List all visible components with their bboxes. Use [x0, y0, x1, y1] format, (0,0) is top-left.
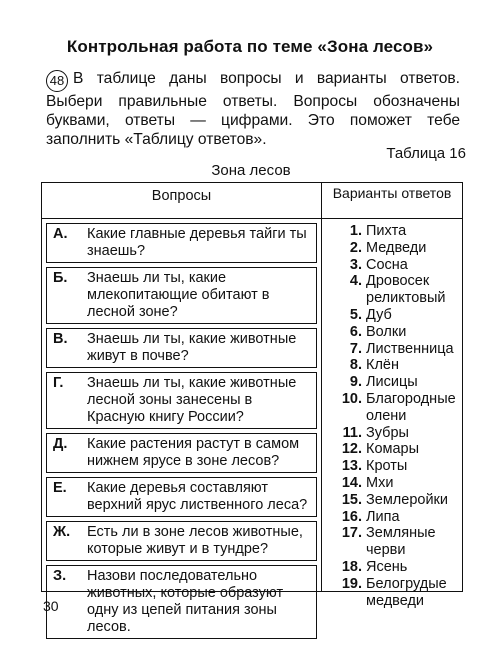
answer-text: Сосна — [366, 256, 408, 273]
answer-text: Лисицы — [366, 374, 418, 391]
question-cell — [46, 477, 317, 517]
question-text: Какие деревья составляют верхний ярус лиственного леса? — [87, 480, 308, 513]
answer-item — [332, 341, 460, 358]
question-text: Знаешь ли ты, какие животные лесной зоны занесены в Красную книгу России? — [87, 375, 297, 425]
question-cell — [46, 372, 317, 429]
answer-item — [332, 257, 460, 274]
answer-text: Ясень — [366, 558, 408, 575]
question-cell — [46, 328, 317, 368]
question-letter: А. — [53, 226, 68, 242]
answer-number: 18. — [341, 558, 362, 575]
task-instructions — [46, 69, 460, 149]
questions-column-header: Вопросы — [42, 183, 321, 219]
answers-column-header: Варианты ответов — [322, 183, 462, 219]
answer-number: 15. — [341, 491, 362, 508]
answer-number: 12. — [341, 441, 362, 458]
answer-text: Дровосек реликтовый — [366, 273, 446, 307]
answer-number: 4. — [349, 273, 362, 290]
question-cell — [46, 267, 317, 324]
question-letter: Д. — [53, 436, 68, 452]
question-letter: Е. — [53, 480, 67, 496]
answer-number: 8. — [349, 357, 362, 374]
answer-number: 11. — [342, 424, 362, 441]
table-number-label: Таблица 16 — [386, 145, 466, 162]
question-cell — [46, 433, 317, 473]
question-text: Есть ли в зоне лесов животные, которые живут и в тундре? — [87, 524, 303, 557]
answer-text: Благородные олени — [366, 390, 456, 424]
question-cell — [46, 565, 317, 639]
answers-list — [332, 223, 460, 609]
answer-text: Лиственница — [366, 340, 454, 357]
answer-item — [332, 441, 460, 458]
table-caption: Зона лесов — [211, 162, 291, 179]
question-cell — [46, 521, 317, 561]
answer-number: 2. — [349, 239, 362, 256]
question-letter: В. — [53, 331, 68, 347]
answer-item — [332, 576, 460, 610]
answer-item — [332, 475, 460, 492]
answer-item — [332, 391, 460, 425]
column-divider — [321, 183, 322, 591]
answer-number: 3. — [349, 256, 362, 273]
question-text: Знаешь ли ты, какие млекопитающие обитают в лесной зоне? — [87, 270, 270, 320]
answer-text: Зубры — [366, 424, 409, 441]
answer-text: Землеройки — [366, 491, 448, 508]
answer-number: 5. — [349, 306, 362, 323]
answer-item — [332, 525, 460, 559]
answer-item — [332, 458, 460, 475]
answer-number: 9. — [349, 374, 362, 391]
task-text: В таблице даны вопросы и варианты ответов. Выбери правильные ответы. Вопросы обозначены буквами, ответы — цифрами. Это поможет тебе заполнить «Таблицу ответов». — [46, 70, 460, 148]
answer-item — [332, 357, 460, 374]
answer-number: 19. — [341, 575, 362, 592]
question-text: Назови последовательно животных, которые образуют одну из цепей питания зоны лесов. — [87, 568, 284, 635]
answer-text: Земляные черви — [366, 525, 436, 559]
answer-number: 7. — [349, 340, 362, 357]
answer-text: Мхи — [366, 474, 394, 491]
answer-text: Пихта — [366, 223, 407, 239]
answer-text: Волки — [366, 323, 407, 340]
answer-item — [332, 374, 460, 391]
page-number: 30 — [43, 598, 59, 614]
question-letter: Б. — [53, 270, 68, 286]
answer-number: 1. — [349, 223, 362, 239]
answer-item — [332, 492, 460, 509]
answer-item — [332, 223, 460, 240]
question-cell — [46, 223, 317, 263]
answer-text: Комары — [366, 441, 420, 458]
answer-number: 6. — [349, 323, 362, 340]
question-letter: Ж. — [53, 524, 71, 540]
answer-item — [332, 307, 460, 324]
answer-text: Белогрудые медведи — [366, 575, 447, 609]
answer-text: Медведи — [366, 239, 427, 256]
answer-text: Клён — [366, 357, 399, 374]
task-number-badge: 48 — [46, 70, 68, 92]
answer-number: 10. — [341, 390, 362, 407]
question-letter: З. — [53, 568, 67, 584]
answer-number: 13. — [341, 458, 362, 475]
answer-item — [332, 240, 460, 257]
answer-text: Кроты — [366, 458, 408, 475]
answer-item — [332, 324, 460, 341]
answer-item — [332, 273, 460, 307]
page-title: Контрольная работа по теме «Зона лесов» — [66, 37, 434, 56]
answer-item — [332, 559, 460, 576]
question-letter: Г. — [53, 375, 64, 391]
answer-number: 17. — [341, 525, 362, 542]
answer-number: 16. — [341, 508, 362, 525]
answer-item — [332, 509, 460, 526]
answer-text: Липа — [366, 508, 400, 525]
question-text: Какие главные деревья тайги ты знаешь? — [87, 226, 307, 259]
question-text: Какие растения растут в самом нижнем ярусе в зоне лесов? — [87, 436, 300, 469]
question-text: Знаешь ли ты, какие животные живут в почве? — [87, 331, 297, 364]
answer-number: 14. — [341, 474, 362, 491]
answer-item — [332, 425, 460, 442]
answer-text: Дуб — [366, 306, 392, 323]
